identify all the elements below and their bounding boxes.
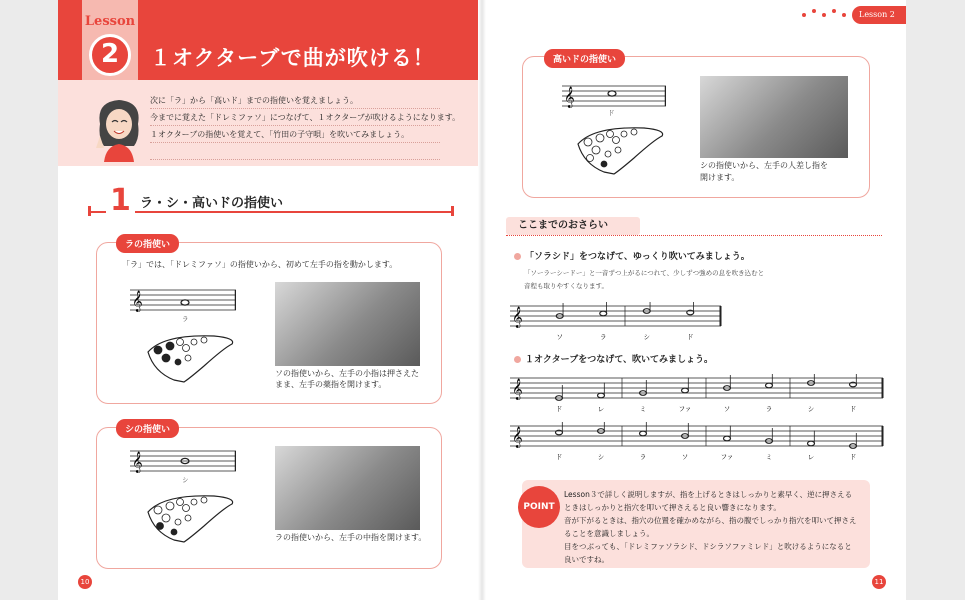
la-note-label: ラ [182,315,189,323]
exercise-1-note-2: 音程も取りやすくなります。 [524,282,608,290]
note-head [640,431,647,436]
teacher-illustration [90,94,148,162]
section-number: 1 [106,186,135,216]
la-staff [130,288,236,314]
review-heading: ここまでのおさらい [506,217,640,235]
lesson-label-right: Lesson 2 [859,10,895,19]
ocarina-la-diagram [144,332,236,384]
si-caption: ラの指使いから、左手の中指を開けます。 [275,533,427,542]
treble-clef-icon: 𝄞 [512,379,523,400]
decor-dot [832,9,836,13]
note-syllable-label: シ [807,405,815,413]
right-page [482,0,906,600]
high-do-caption-2: 開けます。 [700,173,740,182]
note-syllable-label: レ [807,453,815,461]
lesson-number: 2 [89,34,131,76]
exercise-2-staff-ascending [510,374,884,414]
note-head [766,383,773,388]
note-head [682,388,689,393]
note-syllable-label: ミ [639,405,647,413]
note-syllable-label: ファ [678,405,692,413]
note-syllable-label: ファ [720,453,734,461]
svg-text:𝄞: 𝄞 [564,87,575,108]
si-staff [130,449,236,475]
point-line: 目をつぶっても、「ドレミファソラシド、ドシラソファミレド」と吹けるようになると [564,542,852,551]
exercise-1-staff [510,302,722,342]
lesson-tab [82,0,138,84]
note-syllable-label: ミ [765,453,773,461]
treble-clef-icon: 𝄞 [512,307,523,328]
note-syllable-label: ソ [723,405,731,413]
decor-dot [822,13,826,17]
note-syllable-label: ド [555,453,563,461]
la-fingering-photo [275,282,420,366]
point-line: 良いですね。 [564,555,609,564]
left-page [58,0,482,600]
exercise-2-staff-descending [510,422,884,462]
note-head [598,393,605,398]
note-head [600,311,607,316]
point-line: ときはしっかりと指穴を叩いて押さえると良い響きになります。 [564,503,781,512]
high-do-pill: 高いドの指使い [544,49,625,68]
decor-dot [802,13,806,17]
page-number-right: 11 [872,575,886,589]
exercise-1-note-1: 「ソーラーシードー」と一音ずつ上がるにつれて、少しずつ強めの息を吹き込むと [524,269,765,277]
note-syllable-label: ラ [600,333,607,341]
si-fingering-photo [275,446,420,530]
point-line: ることを意識しましょう。 [564,529,654,538]
book-gutter [478,0,486,600]
note-syllable-label: ド [687,333,694,341]
svg-text:𝄞: 𝄞 [132,291,143,312]
page-number-left: 10 [78,575,92,589]
svg-text:𝄞: 𝄞 [132,452,143,473]
note-syllable-label: ラ [639,453,647,461]
lesson-title: １オクターブで曲が吹ける！ [150,46,435,70]
la-description: 「ラ」では、「ドレミファソ」の指使いから、初めて左手の指を動かします。 [122,260,398,269]
la-caption-2: まま、左手の薬指を開けます。 [275,380,387,389]
note-syllable-label: レ [597,405,605,413]
intro-line: １オクターブの指使いを覚えて、「竹田の子守唄」を吹いてみましょう。 [150,126,440,143]
high-do-caption-1: シの指使いから、左手の人差し指を [700,161,828,170]
treble-clef-icon: 𝄞 [512,427,523,448]
note-syllable-label: ソ [681,453,689,461]
point-line: 音が下がるときは、指穴の位置を確かめながら、指の腹でしっかり指穴を叩いて押さえ [564,516,857,525]
note-syllable-label: シ [643,333,650,341]
note-syllable-label: ド [849,453,857,461]
note-syllable-label: ソ [556,333,563,341]
la-pill: ラの指使い [116,234,179,253]
section-title: ラ・シ・高いドの指使い [140,196,284,211]
exercise-2-heading: １オクターブをつなげて、吹いてみましょう。 [514,352,713,365]
point-badge: POINT [518,486,560,528]
note-syllable-label: シ [597,453,605,461]
section-bar-right-cap [451,206,454,216]
high-do-fingering-photo [700,76,848,158]
note-syllable-label: ド [555,405,563,413]
ocarina-high-do-diagram [574,124,666,176]
section-bar [88,211,454,213]
intro-line: 次に「ラ」から「高いド」までの指使いを覚えましょう。 [150,92,440,109]
intro-line-empty [150,143,440,160]
la-caption-1: ソの指使いから、左手の小指は押さえた [275,369,419,378]
note-syllable-label: ド [849,405,857,413]
intro-line: 今までに覚えた「ドレミファソ」につなげて、１オクターブが吹けるようになります。 [150,109,440,126]
note-head [724,436,731,441]
review-underline [506,235,882,236]
exercise-1-heading: 「ソラシド」をつなげて、ゆっくり吹いてみましょう。 [514,249,750,262]
lesson-word: Lesson [84,14,136,29]
decor-dot [842,13,846,17]
note-syllable-label: ラ [765,405,773,413]
ocarina-si-diagram [144,492,236,544]
si-note-label: シ [182,476,189,484]
high-do-note-label: ド [608,109,615,117]
point-line: Lesson３で詳しく説明しますが、指を上げるときはしっかりと素早く、逆に押さえる [564,490,853,499]
note-head [808,441,815,446]
si-pill: シの指使い [116,419,179,438]
high-do-staff [562,82,666,108]
decor-dot [812,9,816,13]
